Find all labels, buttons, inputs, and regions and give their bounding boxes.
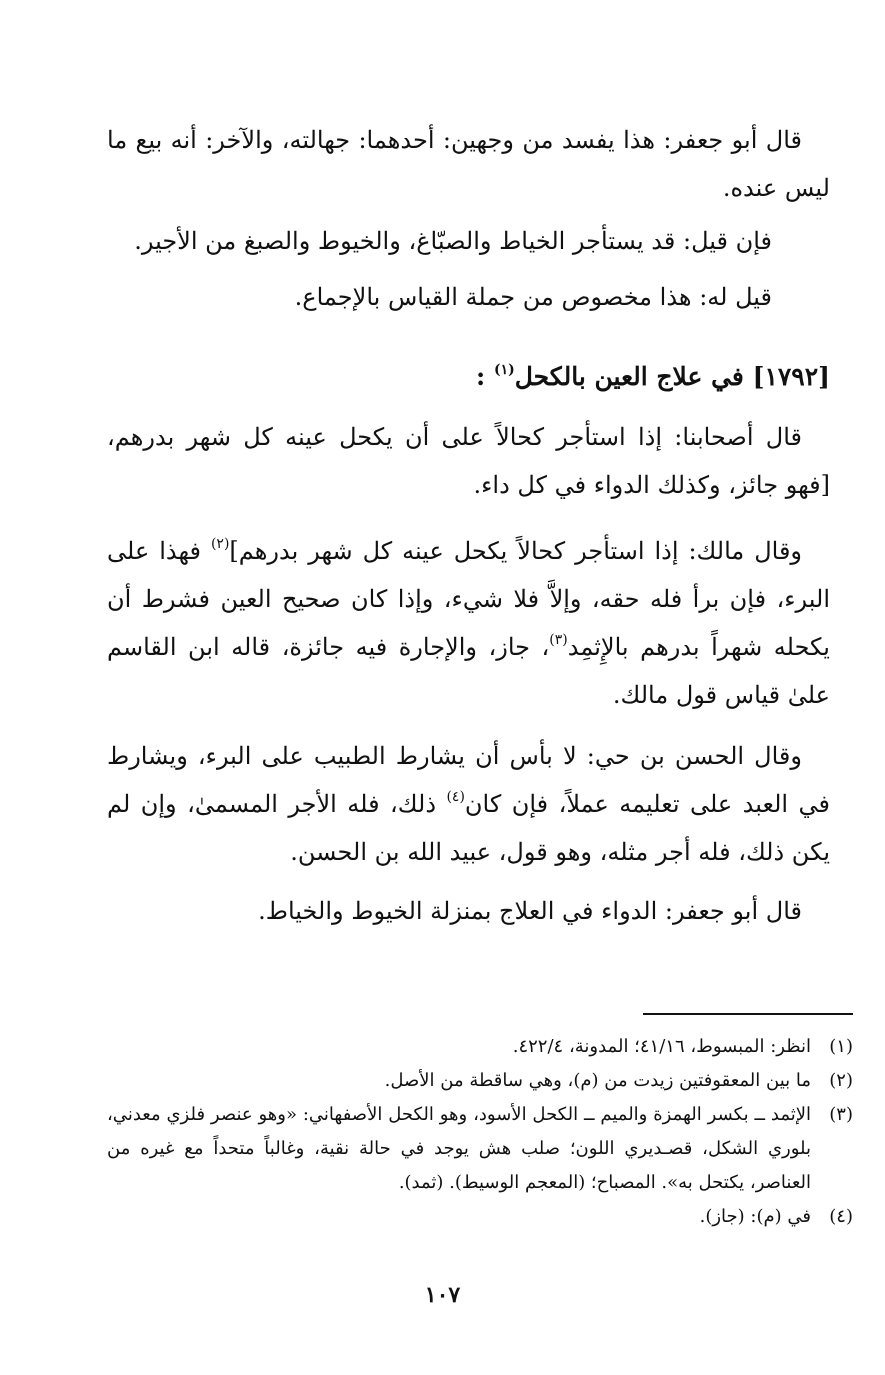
paragraph-2-block — [107, 217, 830, 265]
footnote-ref-2[interactable]: (٢) — [210, 536, 230, 552]
section-title-colon: : — [476, 362, 486, 391]
paragraph-2: فإن قيل: قد يستأجر الخياط والصبّاغ، والخيوط والصبغ من الأجير. — [134, 227, 772, 255]
footnote-4 — [107, 1200, 853, 1234]
footnote-number: (٣) — [829, 1104, 853, 1125]
paragraph-6-part-b: ذلك، فله الأجر المسمىٰ، وإن لم يكن ذلك، فله أجر مثله، وهو قول، عبيد الله بن الحسن. — [107, 790, 830, 866]
paragraph-1-block — [107, 116, 830, 212]
section-title: في علاج العين بالكحل — [514, 362, 744, 391]
section-number: [١٧٩٢] — [752, 362, 830, 391]
paragraph-7: قال أبو جعفر: الدواء في العلاج بمنزلة الخيوط والخياط. — [258, 897, 802, 925]
paragraph-3-block — [107, 273, 830, 321]
paragraph-7-block — [107, 887, 830, 935]
paragraph-1: قال أبو جعفر: هذا يفسد من وجهين: أحدهما: جهالته، والآخر: أنه بيع ما ليس عنده. — [107, 126, 830, 202]
footnote-divider — [643, 1013, 853, 1015]
paragraph-5-part-a: وقال مالك: إذا استأجر كحالاً يكحل عينه كل شهر بدرهم] — [229, 537, 802, 565]
paragraph-6 — [107, 732, 830, 876]
footnote-text: الإثمد ــ بكسر الهمزة والميم ــ الكحل الأسود، وهو الكحل الأصفهاني: «وهو عنصر فلزي معدني، بلوري الشكل، قصـديري اللون؛ صلب هش يوجد في حالة نقية، وغالباً متحداً مع غيره من العناصر، يكتحل به». المصباح؛ (المعجم الوسيط). (ثمد). — [107, 1104, 811, 1193]
footnote-number: (١) — [829, 1036, 853, 1057]
paragraph-4-block — [107, 413, 830, 509]
paragraph-5 — [107, 527, 830, 719]
paragraph-3: قيل له: هذا مخصوص من جملة القياس بالإجماع. — [294, 283, 772, 311]
page-number: ١٠٧ — [424, 1282, 461, 1308]
footnote-1 — [107, 1030, 853, 1064]
footnote-ref-1[interactable]: (١) — [493, 361, 515, 378]
footnote-text: انظر: المبسوط، ٤١/١٦؛ المدونة، ٤٢٢/٤. — [512, 1036, 811, 1057]
footnotes — [107, 1030, 853, 1234]
footnote-3 — [107, 1098, 853, 1200]
paragraph-6-block — [107, 732, 830, 876]
footnote-ref-3[interactable]: (٣) — [549, 632, 568, 648]
paragraph-6-part-a: وقال الحسن بن حي: لا بأس أن يشارط الطبيب على البرء، ويشارط في العبد على تعليمه عملاً، فإن كان — [107, 742, 830, 818]
paragraph-5-part-b: فهذا على البرء، فإن برأ فله حقه، وإلاَّ فلا شيء، وإذا كان صحيح العين فشرط أن يكحله شهراً بدرهم بالإِثمِد — [107, 537, 830, 661]
footnote-text: ما بين المعقوفتين زيدت من (م)، وهي ساقطة من الأصل. — [384, 1070, 811, 1091]
paragraph-5-part-c: ، جاز، والإجارة فيه جائزة، قاله ابن القاسم علىٰ قياس قول مالك. — [107, 633, 830, 709]
footnote-2 — [107, 1064, 853, 1098]
footnote-number: (٤) — [829, 1206, 853, 1227]
paragraph-4: قال أصحابنا: إذا استأجر كحالاً على أن يكحل عينه كل شهر بدرهم، [فهو جائز، وكذلك الدواء في كل داء. — [107, 423, 830, 499]
footnote-ref-4[interactable]: (٤) — [446, 789, 465, 805]
footnote-text: في (م): (جاز). — [699, 1206, 811, 1227]
section-heading — [107, 357, 830, 397]
paragraph-5-block — [107, 527, 830, 719]
footnote-number: (٢) — [829, 1070, 853, 1091]
